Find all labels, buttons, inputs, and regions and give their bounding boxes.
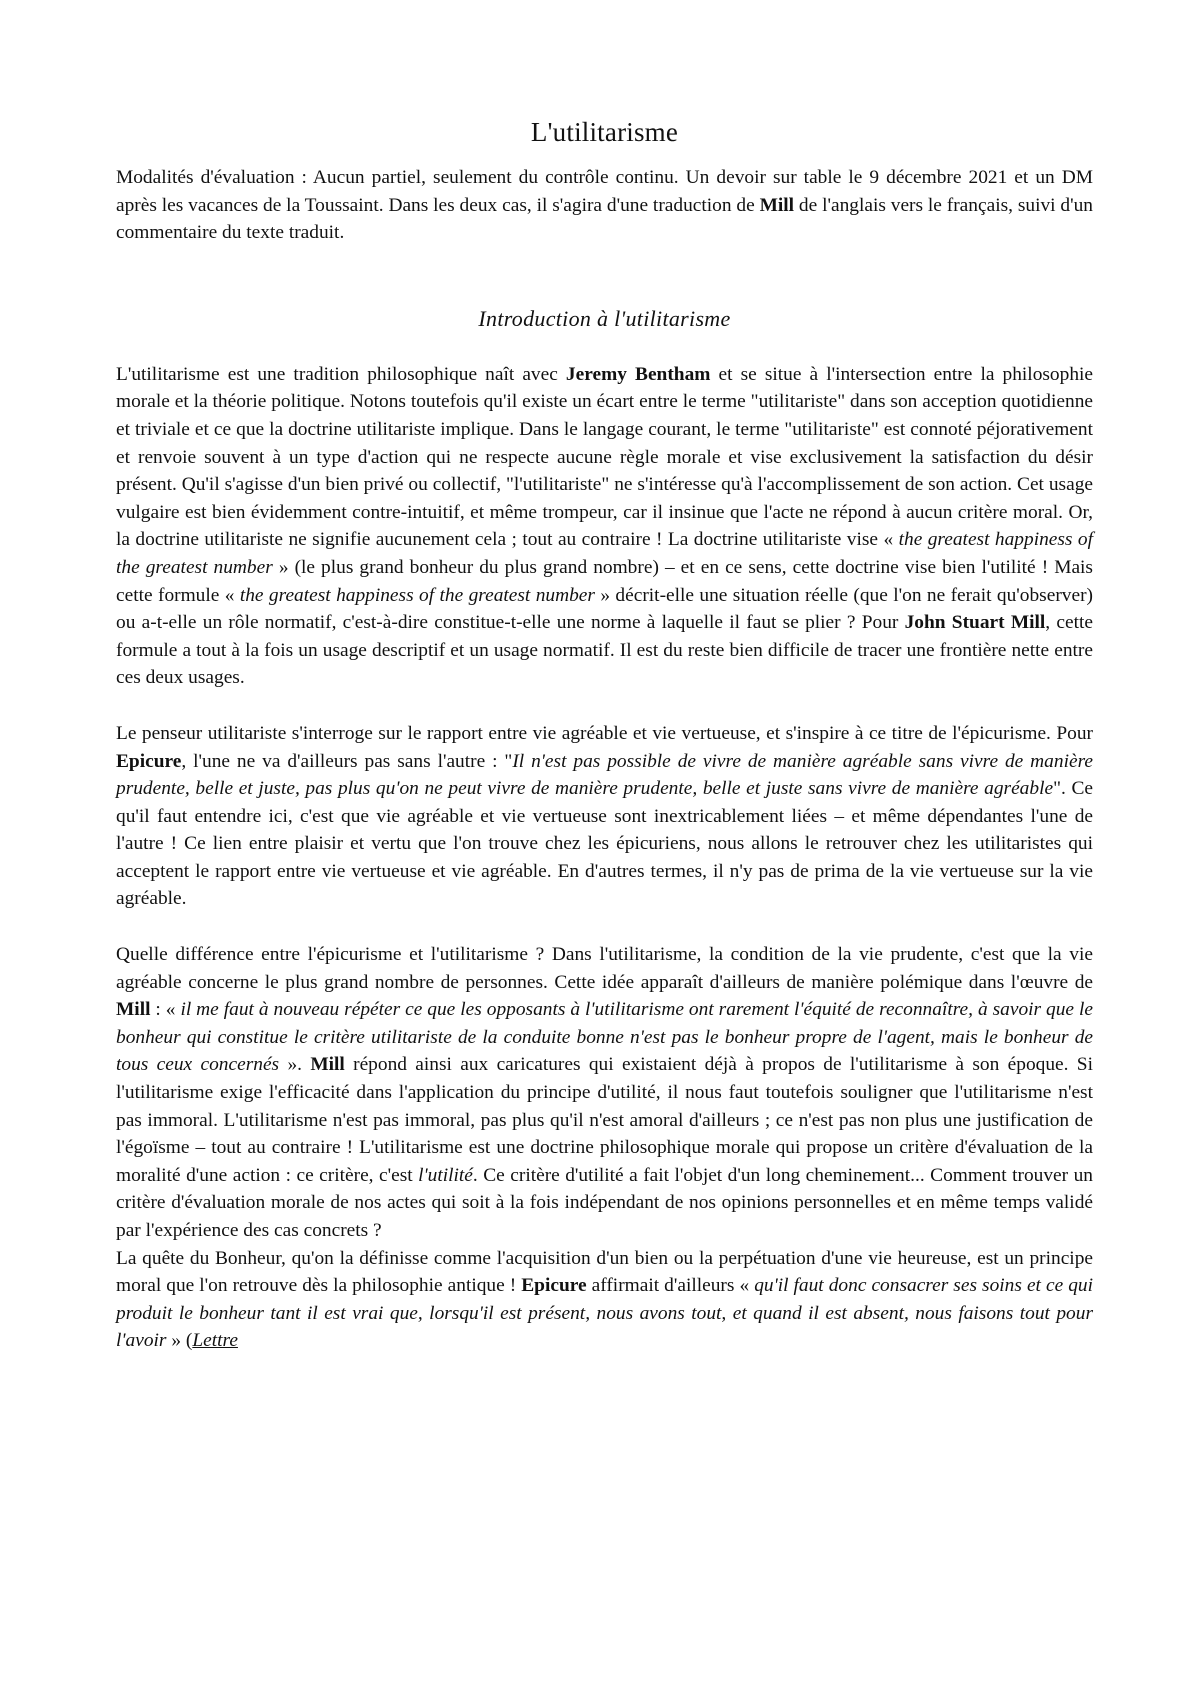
quote-italic: the greatest happiness of the greatest number (239, 584, 595, 606)
text-run: Le penseur utilitariste s'interroge sur le rapport entre vie agréable et vie vertueuse, et s'inspire à ce titre de l'épicurisme. Pour (116, 722, 1093, 744)
paragraph-4 (116, 1245, 1093, 1355)
author-name-john-stuart-mill: John Stuart Mill (904, 612, 1046, 634)
quote-italic: qu'il faut donc consacrer ses soins et ce qui produit le bonheur tant il est vrai que, lorsqu'il est présent, nous avons tout, et quand il est absent, nous faisons tout pour l'avoir (116, 1275, 1093, 1352)
text-run: ". Ce qu'il faut entendre ici, c'est que vie agréable et vie vertueuse sont inextricablement liées – et même dépendantes l'une de l'autre ! Ce lien entre plaisir et vertu que l'on trouve chez les épicuriens, nous allons le retrouver chez les utilitaristes qui acceptent le rapport entre vie vertueuse et vie agréable. En d'autres termes, il n'y pas de prima de la vie vertueuse sur la vie agréable. (116, 778, 1094, 910)
paragraph-1 (116, 361, 1093, 692)
quote-italic: the greatest happiness of the greatest number (116, 529, 1093, 578)
evaluation-modalities-paragraph (116, 164, 1093, 247)
quote-italic: il me faut à nouveau répéter ce que les opposants à l'utilitarisme ont rarement l'équité de reconnaître, à savoir que le bonheur qui constitue le critère utilitariste de la conduite bonne n'est pas le bonheur propre de l'agent, mais le bonheur de tous ceux concernés (116, 999, 1093, 1076)
text-run: affirmait d'ailleurs « (586, 1275, 755, 1297)
text-run: Quelle différence entre l'épicurisme et l'utilitarisme ? Dans l'utilitarisme, la condition de la vie prudente, c'est que la vie agréable concerne le plus grand nombre de personnes. Cette idée apparaît d'ailleurs de manière polémique dans l'œuvre de (116, 944, 1093, 993)
text-run: » ( (166, 1330, 193, 1352)
text-run: , l'une ne va d'ailleurs pas sans l'autre : " (181, 750, 513, 772)
text-run: de l'anglais vers le français, suivi d'un commentaire du texte traduit. (116, 194, 1093, 244)
quote-italic: Il n'est pas possible de vivre de manière agréable sans vivre de manière prudente, belle et juste, pas plus qu'on ne peut vivre de manière prudente, belle et juste sans vivre de manière agréable (116, 750, 1093, 800)
text-run: , cette formule a tout à la fois un usage descriptif et un usage normatif. Il est du reste bien difficile de tracer une frontière nette entre ces deux usages. (116, 612, 1093, 689)
author-name-epicure: Epicure (116, 750, 182, 772)
text-run: La quête du Bonheur, qu'on la définisse comme l'acquisition d'un bien ou la perpétuation d'une vie heureuse, est un principe moral que l'on retrouve dès la philosophie antique ! (116, 1247, 1093, 1297)
term-italic: l'utilité (418, 1164, 473, 1186)
text-run: et se situe à l'intersection entre la philosophie morale et la théorie politique. Notons toutefois qu'il existe un écart entre le terme "utilitariste" dans son acception quotidienne et triviale et ce que la doctrine utilitariste implique. Dans le langage courant, le terme "utilitariste" est connoté péjorativement et renvoie souvent à un type d'action qui ne respecte aucune règle morale et vise exclusivement la satisfaction du désir présent. Qu'il s'agisse d'un bien privé ou collectif, "l'utilitariste" ne s'intéresse qu'à l'accomplissement de son action. Cet usage vulgaire est bien évidemment contre-intuitif, et même trompeur, car il insinue que l'acte ne répond à aucun critère moral. Or, la doctrine utilitariste ne signifie aucunement cela ; tout au contraire ! La doctrine utilitariste vise « (116, 363, 1094, 551)
text-run: » décrit-elle une situation réelle (que l'on ne ferait qu'observer) ou a-t-elle un rôle normatif, c'est-à-dire constitue-t-elle une norme à laquelle il faut se plier ? Pour (116, 584, 1093, 634)
paragraph-3 (116, 941, 1093, 1245)
paragraph-2 (116, 720, 1093, 913)
text-run: répond ainsi aux caricatures qui existaient déjà à propos de l'utilitarisme à son époque. Si l'utilitarisme exige l'efficacité dans l'application du principe d'utilité, il nous faut toutefois souligner que l'utilitarisme n'est pas immoral. L'utilitarisme n'est pas immoral, pas plus qu'il n'est amoral d'ailleurs ; ce n'est pas non plus une justification de l'égoïsme – tout au contraire ! L'utilitarisme est une doctrine philosophique morale qui propose un critère d'évaluation de la moralité d'une action : ce critère, c'est (116, 1054, 1093, 1186)
text-run: Modalités d'évaluation : Aucun partiel, seulement du contrôle continu. Un devoir sur table le 9 décembre 2021 et un DM après les vacances de la Toussaint. Dans les deux cas, il s'agira d'une traduction de (116, 167, 1093, 216)
text-run: . Ce critère d'utilité a fait l'objet d'un long cheminement... Comment trouver un critère d'évaluation morale de nos actes qui soit à la fois indépendant de nos opinions personnelles et en même temps validé par l'expérience des cas concrets ? (116, 1164, 1093, 1241)
text-run: » (le plus grand bonheur du plus grand nombre) – et en ce sens, cette doctrine vise bien l'utilité ! Mais cette formule « (116, 556, 1093, 606)
document-title: L'utilitarisme (530, 117, 679, 147)
author-name-mill: Mill (116, 999, 151, 1021)
text-run: L'utilitarisme est une tradition philosophique naît avec (116, 363, 566, 385)
text-run: : « (150, 999, 181, 1021)
author-name-mill: Mill (759, 194, 795, 216)
author-name-mill: Mill (310, 1054, 345, 1076)
reference-link: Lettre (192, 1330, 238, 1352)
text-run: ». (279, 1054, 311, 1076)
section-title: Introduction à l'utilitarisme (478, 305, 731, 331)
author-name-epicure: Epicure (521, 1275, 587, 1297)
author-name-bentham: Jeremy Bentham (565, 363, 711, 385)
